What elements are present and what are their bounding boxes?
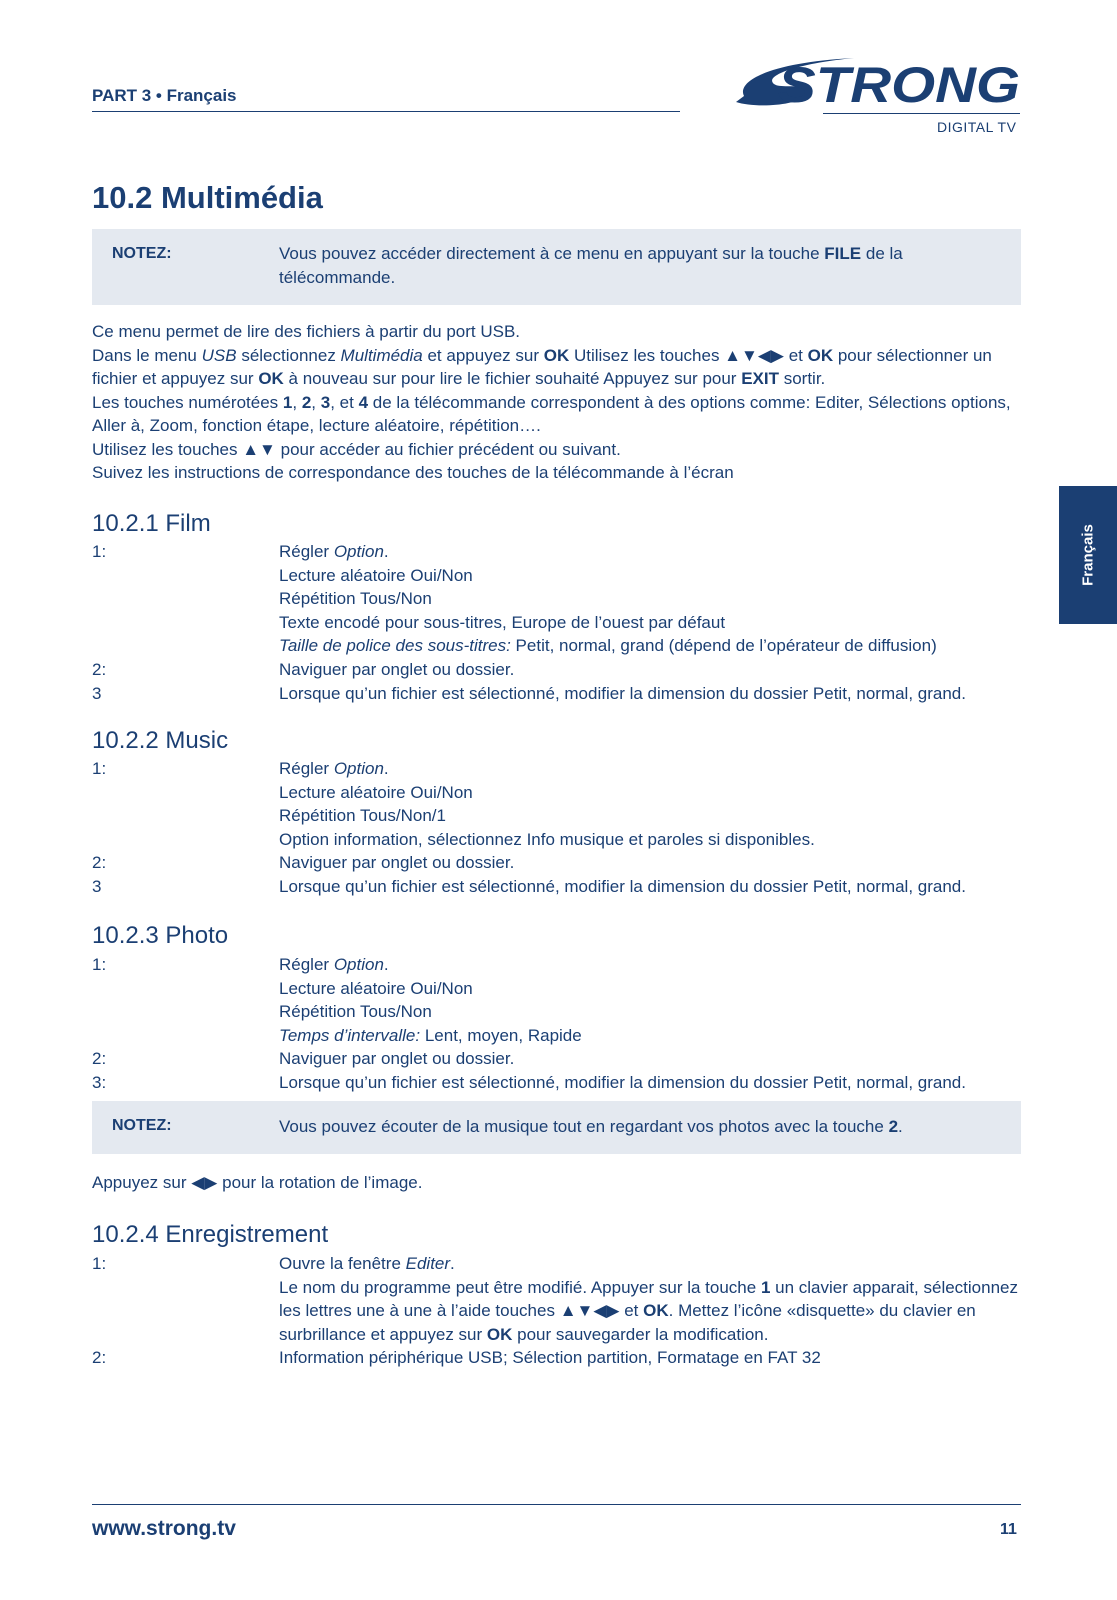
note-label: NOTEZ: xyxy=(112,1117,172,1134)
list-item: Le nom du programme peut être modifié. Appuyer sur la touche 1 un clavier apparait, sélectionnez les lettres une à une à l’aide touches ▲▼◀▶ et OK. Mettez l’icône «disquette» du clavier en surbrillance et appuyez sur OK pour sauvegarder la modification. xyxy=(279,1277,1018,1344)
intro-text xyxy=(92,320,1027,485)
list-item: Lecture aléatoire Oui/Non xyxy=(279,978,473,998)
list-item: 3 Lorsque qu’un fichier est sélectionné, modifier la dimension du dossier Petit, normal, grand. xyxy=(92,683,966,703)
list-item: 1: Ouvre la fenêtre Editer. xyxy=(92,1254,455,1273)
list-item: 2: Naviguer par onglet ou dossier. xyxy=(92,1049,515,1069)
svg-text:STRONG: STRONG xyxy=(778,57,1020,112)
list-item: Lecture aléatoire Oui/Non xyxy=(279,782,473,802)
rotate-instruction: Appuyez sur ◀▶ pour la rotation de l’image. xyxy=(92,1173,423,1192)
list-item: 2: Naviguer par onglet ou dossier. xyxy=(92,659,515,679)
note-text: Vous pouvez accéder directement à ce menu en appuyant sur la touche FILE de la télécommande. xyxy=(279,244,903,287)
list-item: 1: Régler Option. xyxy=(92,759,389,778)
intro-line: Utilisez les touches ▲▼ pour accéder au fichier précédent ou suivant. xyxy=(92,439,621,459)
list-item: Taille de police des sous-titres: Petit, normal, grand (dépend de l’opérateur de diffusion) xyxy=(279,636,937,656)
section-heading-photo: 10.2.3 Photo xyxy=(92,922,229,949)
note-box xyxy=(92,229,1021,305)
music-options xyxy=(92,757,1027,899)
header-rule xyxy=(92,111,680,112)
page-number: 11 xyxy=(1000,1521,1017,1538)
note-text: Vous pouvez écouter de la musique tout en regardant vos photos avec la touche 2. xyxy=(279,1117,903,1136)
film-options xyxy=(92,540,1027,705)
language-side-tab-label: Français xyxy=(1079,524,1097,586)
footer-url: www.strong.tv xyxy=(92,1517,236,1540)
note-label: NOTEZ: xyxy=(112,245,172,262)
list-item: Texte encodé pour sous-titres, Europe de l’ouest par défaut xyxy=(279,612,726,632)
photo-options xyxy=(92,953,1027,1095)
footer-rule xyxy=(92,1504,1021,1505)
intro-line: Les touches numérotées 1, 2, 3, et 4 de la télécommande correspondent à des options comme: Editer, Sélections options, Aller à, Zoom, fonction étape, lecture aléatoire, répétition…. xyxy=(92,392,1011,435)
arrow-keys-icon: ▲▼◀▶ xyxy=(724,345,784,365)
intro-line: Ce menu permet de lire des fichiers à partir du port USB. xyxy=(92,322,521,341)
strong-logo xyxy=(734,50,1021,112)
up-down-keys-icon: ▲▼ xyxy=(242,439,276,459)
list-item: Lecture aléatoire Oui/Non xyxy=(279,565,473,585)
note-box xyxy=(92,1101,1021,1154)
list-item: Répétition Tous/Non/1 xyxy=(279,806,446,826)
header-part-label: PART 3 • Français xyxy=(92,86,237,105)
list-item: 3 Lorsque qu’un fichier est sélectionné, modifier la dimension du dossier Petit, normal, grand. xyxy=(92,876,966,896)
list-item: 2: Naviguer par onglet ou dossier. xyxy=(92,853,515,873)
list-item: 3: Lorsque qu’un fichier est sélectionné, modifier la dimension du dossier Petit, normal, grand. xyxy=(92,1072,966,1092)
page-title: 10.2 Multimédia xyxy=(92,180,323,215)
list-item: Option information, sélectionnez Info musique et paroles si disponibles. xyxy=(279,829,815,849)
section-heading-recording: 10.2.4 Enregistrement xyxy=(92,1221,329,1248)
list-item: 1: Régler Option. xyxy=(92,542,389,561)
intro-line: Dans le menu USB sélectionnez Multimédia et appuyez sur OK Utilisez les touches ▲▼◀▶ et OK pour sélectionner un fichier et appuyez sur OK à nouveau sur pour lire le fichier souhaité Appuyez sur pour EXIT sortir. xyxy=(92,345,992,388)
section-heading-music: 10.2.2 Music xyxy=(92,727,229,754)
brand-tagline: DIGITAL TV xyxy=(937,119,1017,135)
section-heading-film: 10.2.1 Film xyxy=(92,510,211,537)
arrow-keys-icon: ▲▼◀▶ xyxy=(559,1301,620,1321)
left-right-keys-icon: ◀▶ xyxy=(191,1173,218,1192)
list-item: Répétition Tous/Non xyxy=(279,589,432,609)
intro-line: Suivez les instructions de correspondance des touches de la télécommande à l’écran xyxy=(92,463,734,482)
logo-rule xyxy=(823,113,1020,114)
list-item: Temps d’intervalle: Lent, moyen, Rapide xyxy=(279,1025,582,1045)
list-item: 1: Régler Option. xyxy=(92,955,389,974)
recording-options xyxy=(92,1252,1027,1370)
language-side-tab xyxy=(1059,486,1117,624)
list-item: 2: Information périphérique USB; Sélection partition, Formatage en FAT 32 xyxy=(92,1348,821,1368)
list-item: Répétition Tous/Non xyxy=(279,1002,432,1022)
